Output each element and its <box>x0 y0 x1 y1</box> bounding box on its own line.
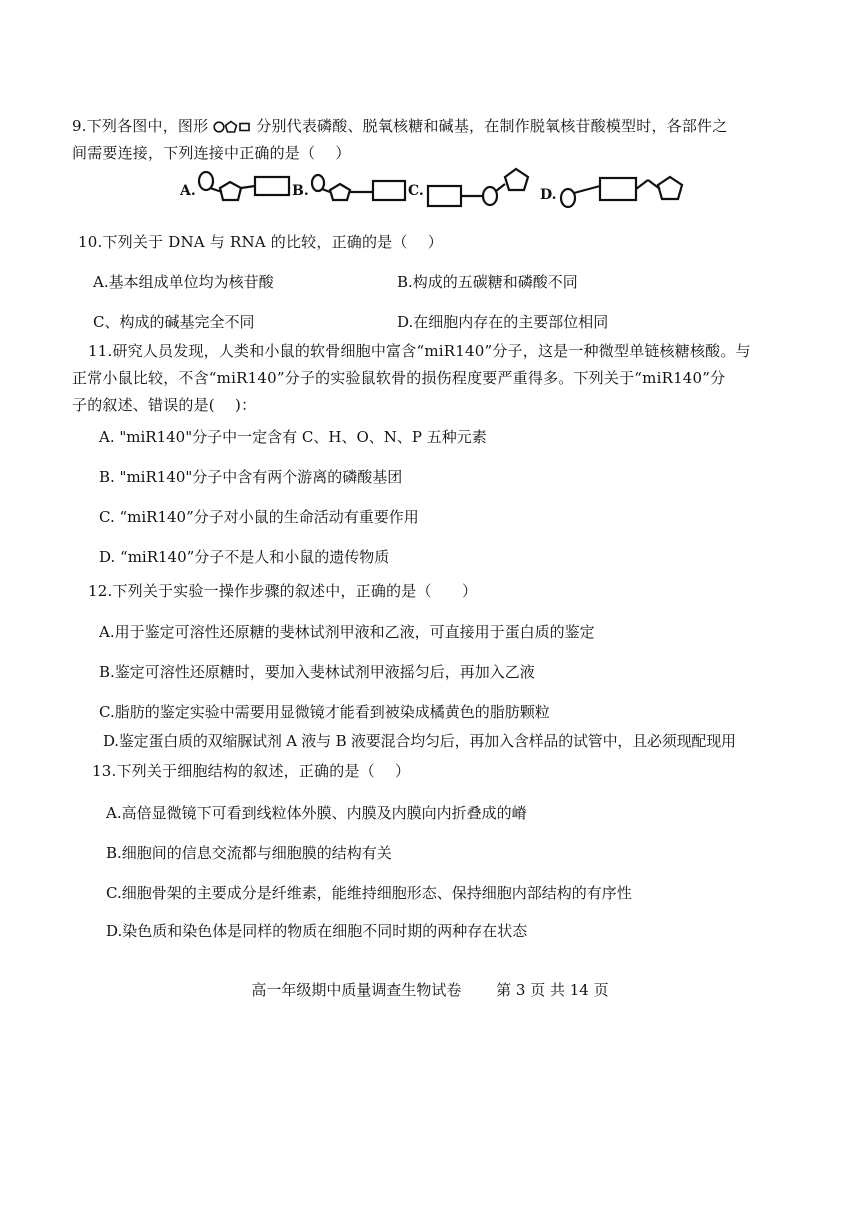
q9-option-b-diagram <box>292 175 405 200</box>
q11-option-a: A. "miR140"分子中一定含有 C、H、O、N、P 五种元素 <box>99 428 487 446</box>
q13-option-d: D.染色质和染色体是同样的物质在细胞不同时期的两种存在状态 <box>106 922 528 940</box>
q9-options-figure <box>170 162 700 218</box>
q9-a-sugar-pentagon <box>220 182 241 200</box>
q9-option-d-label: D. <box>540 187 557 203</box>
q13-option-c: C.细胞骨架的主要成分是纤维素，能维持细胞形态、保持细胞内部结构的有序性 <box>106 884 632 902</box>
q10-stem: 10.下列关于 DNA 与 RNA 的比较，正确的是（ ） <box>78 233 443 251</box>
q9-a-base-rect <box>255 177 289 195</box>
q9-option-d-diagram <box>540 177 682 207</box>
q9-stem-line2: 间需要连接，下列连接中正确的是（ ） <box>72 144 351 162</box>
q9-d-phosphate-circle <box>561 189 575 207</box>
q10-option-c: C、构成的碱基完全不同 <box>93 313 255 331</box>
q9-stem-line1 <box>72 116 727 136</box>
q13-option-b: B.细胞间的信息交流都与细胞膜的结构有关 <box>106 844 392 862</box>
q11-stem-line3: 子的叙述、错误的是( )： <box>72 396 257 414</box>
q9-b-sugar-pentagon <box>330 184 350 200</box>
q11-stem-line2: 正常小鼠比较，不含“miR140”分子的实验鼠软骨的损伤程度要严重得多。下列关于“miR140”分 <box>72 369 726 387</box>
q10-option-b: B.构成的五碳糖和磷酸不同 <box>397 273 578 291</box>
q12-option-d: D.鉴定蛋白质的双缩脲试剂 A 液与 B 液要混合均匀后，再加入含样品的试管中，且必须现配现用 <box>103 732 736 750</box>
q9-option-c-diagram <box>408 169 528 206</box>
q11-option-d: D. “miR140”分子不是人和小鼠的遗传物质 <box>99 548 390 566</box>
q9-option-c-label: C. <box>408 183 424 199</box>
rectangle-icon <box>240 124 249 131</box>
page-footer: 高一年级期中质量调查生物试卷 第 3 页 共 14 页 <box>251 981 609 999</box>
q12-option-b: B.鉴定可溶性还原糖时，要加入斐林试剂甲液摇匀后，再加入乙液 <box>99 663 535 681</box>
q9-c-base-rect <box>428 186 461 206</box>
q9-option-a-label: A. <box>180 183 196 199</box>
q10-option-d: D.在细胞内存在的主要部位相同 <box>397 313 609 331</box>
q10-option-a: A.基本组成单位均为核苷酸 <box>93 273 274 291</box>
q9-stem-before: 9.下列各图中，图形 <box>72 117 209 135</box>
q13-option-a: A.高倍显微镜下可看到线粒体外膜、内膜及内膜向内折叠成的嵴 <box>106 804 527 822</box>
q12-stem: 12.下列关于实验一操作步骤的叙述中，正确的是（ ） <box>88 582 478 600</box>
circle-icon <box>214 122 224 132</box>
q9-stem-after: 分别代表磷酸、脱氧核糖和碱基，在制作脱氧核苷酸模型时，各部件之 <box>256 117 728 135</box>
q13-stem: 13.下列关于细胞结构的叙述，正确的是（ ） <box>92 762 411 780</box>
q9-b-base-rect <box>373 181 405 200</box>
pentagon-icon <box>226 122 237 133</box>
q12-option-a: A.用于鉴定可溶性还原糖的斐林试剂甲液和乙液，可直接用于蛋白质的鉴定 <box>99 623 595 641</box>
q11-option-c: C. “miR140”分子对小鼠的生命活动有重要作用 <box>99 508 419 526</box>
q11-option-b: B. "miR140"分子中含有两个游离的磷酸基团 <box>99 468 403 486</box>
q11-stem-line1: 11.研究人员发现，人类和小鼠的软骨细胞中富含“miR140”分子，这是一种微型单链核糖核酸。与 <box>88 342 751 360</box>
q9-c-sugar-pentagon <box>505 169 528 190</box>
q9-c-phosphate-circle <box>483 187 497 205</box>
q12-option-c: C.脂肪的鉴定实验中需要用显微镜才能看到被染成橘黄色的脂肪颗粒 <box>99 703 550 721</box>
q9-option-b-label: B. <box>292 183 309 199</box>
q9-option-a-diagram <box>179 172 289 200</box>
q9-d-sugar-pentagon <box>658 177 682 199</box>
q9-legend-shapes <box>213 120 251 134</box>
q9-d-base-rect <box>600 178 636 200</box>
